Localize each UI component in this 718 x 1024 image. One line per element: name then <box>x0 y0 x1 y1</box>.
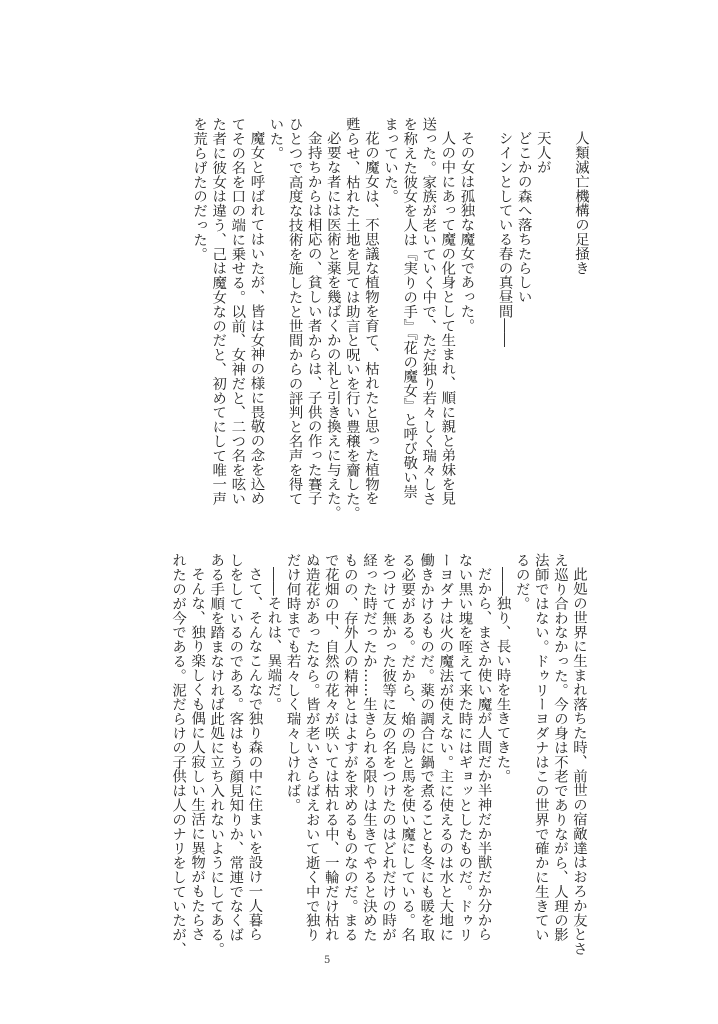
text-line: さて、そんなこんなで独り森の中に住まいを設け一人暮ら <box>246 567 263 942</box>
text-line: ある手順を踏まなければ此処に立ち入れないようにしてある。 <box>208 553 225 957</box>
epigraph-line: シインとしている春の真昼間―― <box>496 131 513 348</box>
text-line: いた。 <box>267 117 284 161</box>
text-line: ぬ造花があったなら。皆が老いさらばえおいて逝く中で独り <box>303 553 320 942</box>
chapter-title: 人類滅亡機構の足掻き <box>573 131 589 276</box>
text-line: ――それは、異端だ。 <box>265 567 282 712</box>
text-line: だから、まさか使い魔が人間だか半神だか半獣だか分から <box>475 567 492 942</box>
text-line: る必要がある。だから、焔の鳥と馬を使い魔にしている。名 <box>399 553 416 942</box>
bottom-text-block <box>168 553 588 957</box>
text-line: 此処の世界に生まれ落ちた時、前世の宿敵達はおろか友とさ <box>571 567 587 957</box>
top-text-block <box>189 117 590 521</box>
text-line: を荒らげたのだった。 <box>191 117 208 261</box>
text-line: をつけて無かった彼等に友の名をつけたのはどれだけの時が <box>380 553 397 942</box>
text-line: を称えた彼女を人は『実りの手』『花の魔女』と呼び敬い崇 <box>401 117 418 499</box>
text-line: 法師ではない。ドゥリーヨダナはこの世界で確かに生きてい <box>532 553 549 942</box>
text-line: そんな、独り楽しくも偶に人寂しい生活に異物がもたらさ <box>189 567 206 942</box>
text-line: 魔女と呼ばれてはいたが、皆は女神の様に畏敬の念を込め <box>248 131 265 506</box>
text-line: ない黒い塊を咥えて来た時にはギョッとしたものだ。ドゥリ <box>456 553 473 942</box>
text-line: てその名を口の端に乗せる。以前、女神だと、二つ名を呟い <box>229 117 246 506</box>
column-spacer <box>552 117 571 517</box>
text-line: で花畑の中、自然の花々が咲いては枯れる中、一輪だけ枯れ <box>322 553 339 942</box>
text-line: 金持ちからは相応の、貧しい者からは、子供の作った賽子 <box>305 131 322 506</box>
text-line: た者に彼女は違う、己は魔女なのだと、初めてにして唯一声 <box>210 117 227 506</box>
text-line: ひとつで高度な技術を施したと世間からの評判と名声を得て <box>286 117 303 506</box>
text-line: ものの、存外人の精神とはよすがを求めるものなのだ。まる <box>341 553 358 942</box>
text-line: え巡り合わなかった。今の身は不老でありながら、人理の影 <box>551 553 568 942</box>
text-line: ――独り、長い時を生きてきた。 <box>494 567 511 784</box>
text-line: 甦らせ、枯れた土地を見ては助言と呪いを行い豊穣を齎した。 <box>343 117 360 521</box>
text-line: その女は孤独な魔女であった。 <box>458 131 475 333</box>
column-spacer <box>475 117 494 517</box>
text-line: しをしているのである。客はもう顔見知りか、常連でなくば <box>227 553 244 942</box>
text-line: れたのが今である。泥だらけの子供は人のナリをしていたが、 <box>170 553 187 957</box>
text-line: 人の中にあって魔の化身として生まれ、順に親と弟妹を見 <box>439 131 456 506</box>
text-line: 経った時だったか……生きられる限りは生きてやると決めた <box>360 553 377 942</box>
text-line: まっていた。 <box>382 117 399 204</box>
text-line: 送った。家族が老いていく中で、ただ独り若々しく瑞々しさ <box>420 117 437 506</box>
epigraph-line: 天人が <box>534 131 551 175</box>
text-line: 花の魔女は、不思議な植物を育て、枯れたと思った植物を <box>362 131 379 506</box>
page-number: 5 <box>324 955 331 966</box>
text-line: 働きかけるものだ。薬の調合に鍋で煮ることも冬にも暖を取 <box>418 553 435 942</box>
text-line: ーヨダナは火の魔法が使えない。主に使えるのは水と大地に <box>437 553 454 942</box>
epigraph-line: どこかの森へ落ちたらしい <box>515 131 532 305</box>
text-line: 必要な者には医術と薬を幾ばくかの礼と引き換えに与えた。 <box>324 131 341 521</box>
text-line: だけ何時までも若々しく瑞々しければ。 <box>284 553 301 813</box>
text-line: るのだ。 <box>513 553 530 611</box>
